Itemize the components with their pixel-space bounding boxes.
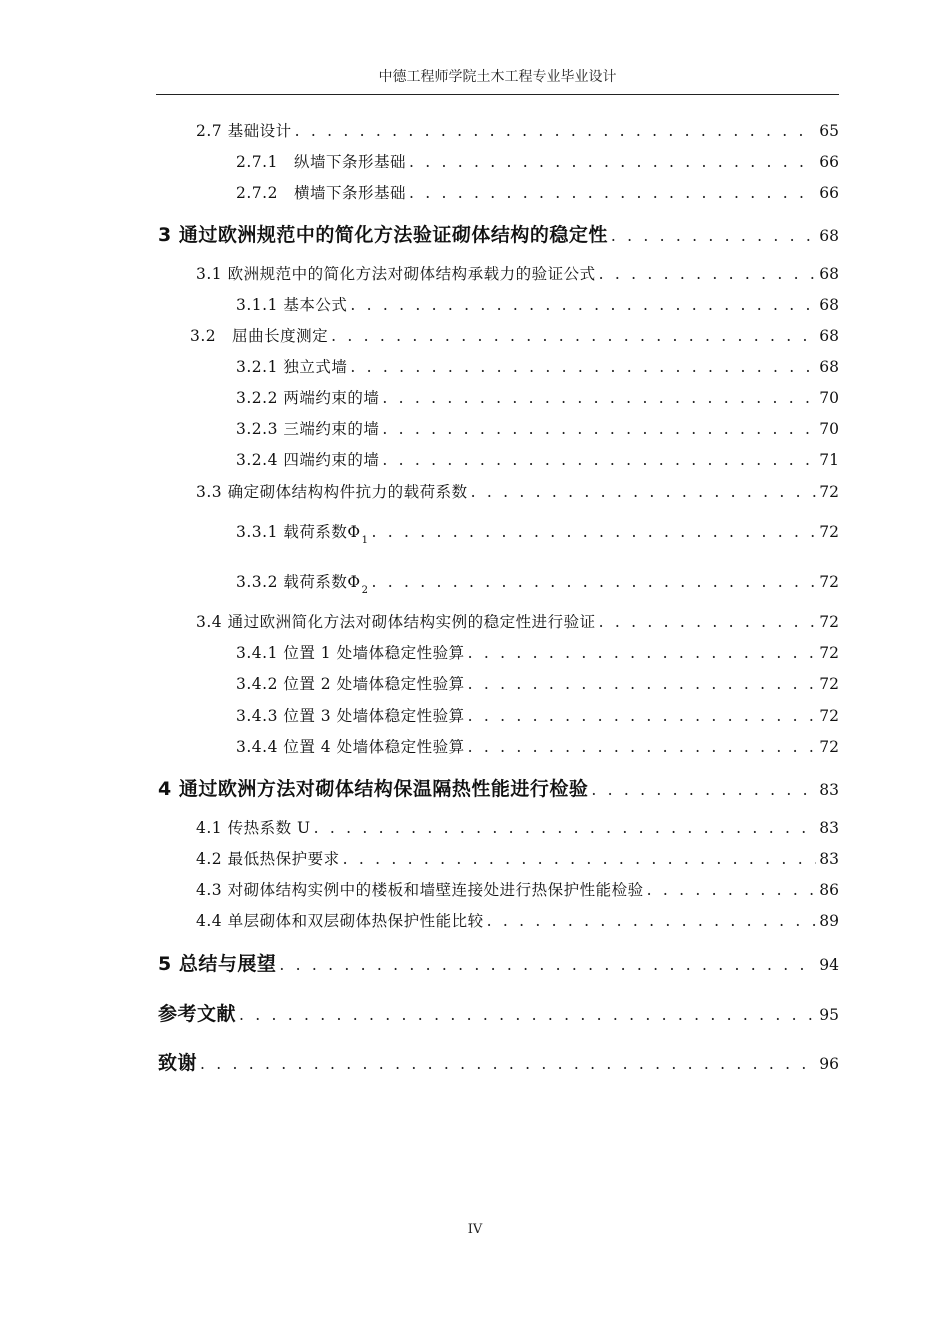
toc-acknowledgements[interactable]	[158, 1048, 839, 1075]
toc-entry-title: 5 总结与展望	[158, 953, 277, 975]
toc-entry-page: 72	[819, 523, 839, 541]
toc-leader-dots	[314, 819, 817, 837]
toc-entry-3-1-1[interactable]	[236, 293, 839, 315]
toc-entry-title: 3.2.4 四端约束的墙	[236, 451, 380, 469]
subscript: 1	[361, 535, 369, 546]
toc-leader-dots	[350, 358, 816, 376]
toc-entry-page: 68	[819, 327, 839, 345]
toc-entry-page: 65	[819, 122, 839, 140]
toc-entry-page: 72	[819, 644, 839, 662]
toc-entry-title: 3.2 屈曲长度测定	[190, 327, 329, 345]
toc-entry-4-3[interactable]	[196, 878, 839, 900]
toc-leader-dots	[471, 483, 817, 501]
toc-leader-dots	[382, 389, 816, 407]
toc-entry-3-4-3[interactable]	[236, 704, 839, 726]
toc-entry-3-2-1[interactable]	[236, 355, 839, 377]
toc-entry-page: 66	[819, 153, 839, 171]
toc-entry-page: 94	[819, 956, 839, 974]
toc-leader-dots	[343, 850, 817, 868]
toc-entry-3-4-1[interactable]	[236, 641, 839, 663]
toc-references[interactable]	[158, 999, 839, 1026]
toc-leader-dots	[279, 956, 816, 974]
toc-entry-page: 71	[819, 451, 839, 469]
toc-entry-page: 96	[819, 1055, 839, 1073]
toc-entry-title: 2.7 基础设计	[196, 122, 292, 140]
toc-leader-dots	[239, 1006, 816, 1024]
toc-leader-dots	[599, 265, 817, 283]
toc-leader-dots	[487, 912, 817, 930]
subscript: 2	[361, 585, 369, 596]
toc-leader-dots	[599, 613, 817, 631]
toc-entry-title: 4.3 对砌体结构实例中的楼板和墙壁连接处进行热保护性能检验	[196, 881, 644, 899]
toc-entry-title: 3 通过欧洲规范中的简化方法验证砌体结构的稳定性	[158, 224, 608, 246]
toc-entry-4-4[interactable]	[196, 909, 839, 931]
toc-entry-title: 3.1 欧洲规范中的简化方法对砌体结构承载力的验证公式	[196, 265, 596, 283]
toc-leader-dots	[371, 523, 816, 541]
toc-entry-page: 66	[819, 184, 839, 202]
page-number: IV	[467, 1222, 483, 1237]
toc-leader-dots	[382, 451, 816, 469]
toc-entry-page: 68	[819, 358, 839, 376]
toc-leader-dots	[611, 227, 816, 245]
toc-entry-3-4[interactable]	[196, 610, 839, 632]
toc-entry-3-2-2[interactable]	[236, 386, 839, 408]
toc-entry-title: 4 通过欧洲方法对砌体结构保温隔热性能进行检验	[158, 778, 589, 800]
toc-leader-dots	[331, 327, 816, 345]
toc-entry-title: 3.2.3 三端约束的墙	[236, 420, 380, 438]
toc-entry-page: 70	[819, 389, 839, 407]
toc-entry-page: 72	[819, 738, 839, 756]
toc-entry-page: 68	[819, 227, 839, 245]
toc-entry-page: 72	[819, 483, 839, 501]
toc-leader-dots	[200, 1055, 816, 1073]
toc-entry-3-3-2[interactable]	[236, 570, 839, 596]
toc-entry-title-text: 3.3.1 载荷系数Φ	[236, 523, 361, 541]
toc-entry-page: 72	[819, 573, 839, 591]
toc-entry-page: 72	[819, 707, 839, 725]
toc-leader-dots	[295, 122, 817, 140]
toc-entry-title: 3.4.1 位置 1 处墙体稳定性验算	[236, 644, 465, 662]
toc-entry-title: 致谢	[158, 1052, 198, 1074]
toc-leader-dots	[647, 881, 817, 899]
toc-chapter-5[interactable]	[158, 949, 839, 976]
toc-leader-dots	[409, 184, 816, 202]
toc-entry-title: 3.2.2 两端约束的墙	[236, 389, 380, 407]
toc-entry-title: 3.4.2 位置 2 处墙体稳定性验算	[236, 675, 465, 693]
toc-leader-dots	[468, 707, 817, 725]
toc-entry-3-3[interactable]	[196, 480, 839, 502]
toc-leader-dots	[350, 296, 816, 314]
toc-entry-title-text: 3.3.2 载荷系数Φ	[236, 573, 361, 591]
toc-leader-dots	[468, 644, 817, 662]
toc-entry-3-4-2[interactable]	[236, 672, 839, 694]
toc-entry-title: 3.4.4 位置 4 处墙体稳定性验算	[236, 738, 465, 756]
toc-leader-dots	[591, 781, 816, 799]
toc-entry-3-3-1[interactable]	[236, 520, 839, 546]
toc-entry-title	[236, 570, 368, 596]
toc-entry-title: 参考文献	[158, 1003, 237, 1025]
toc-entry-page: 83	[819, 819, 839, 837]
toc-entry-4-2[interactable]	[196, 847, 839, 869]
toc-entry-title	[236, 520, 368, 546]
toc-entry-page: 72	[819, 675, 839, 693]
toc-leader-dots	[382, 420, 816, 438]
toc-entry-page: 72	[819, 613, 839, 631]
toc-entry-page: 89	[819, 912, 839, 930]
toc-entry-page: 83	[819, 781, 839, 799]
toc-entry-2-7-2[interactable]	[236, 181, 839, 203]
toc-entry-2-7-1[interactable]	[236, 150, 839, 172]
toc-entry-3-2-3[interactable]	[236, 417, 839, 439]
toc-entry-3-4-4[interactable]	[236, 735, 839, 757]
toc-entry-title: 3.3 确定砌体结构构件抗力的载荷系数	[196, 483, 468, 501]
toc-entry-page: 68	[819, 265, 839, 283]
toc-entry-3-2[interactable]	[190, 324, 839, 346]
toc-entry-3-1[interactable]	[196, 262, 839, 284]
toc-entry-title: 4.4 单层砌体和双层砌体热保护性能比较	[196, 912, 484, 930]
toc-entry-page: 70	[819, 420, 839, 438]
toc-entry-2-7[interactable]	[196, 119, 839, 141]
toc-entry-title: 2.7.2 横墙下条形基础	[236, 184, 406, 202]
toc-entry-page: 68	[819, 296, 839, 314]
toc-entry-page: 95	[819, 1006, 839, 1024]
toc-leader-dots	[468, 738, 817, 756]
toc-entry-title: 3.4.3 位置 3 处墙体稳定性验算	[236, 707, 465, 725]
toc-leader-dots	[409, 153, 816, 171]
toc-entry-page: 83	[819, 850, 839, 868]
toc-entry-title: 3.4 通过欧洲简化方法对砌体结构实例的稳定性进行验证	[196, 613, 596, 631]
toc-entry-title: 2.7.1 纵墙下条形基础	[236, 153, 406, 171]
toc-entry-title: 4.1 传热系数 U	[196, 819, 311, 837]
toc-entry-4-1[interactable]	[196, 816, 839, 838]
toc-entry-title: 4.2 最低热保护要求	[196, 850, 340, 868]
toc-entry-title: 3.1.1 基本公式	[236, 296, 348, 314]
toc-chapter-3[interactable]	[158, 220, 839, 247]
header-title: 中德工程师学院土木工程专业毕业设计	[378, 69, 617, 85]
toc-leader-dots	[468, 675, 817, 693]
toc-leader-dots	[371, 573, 816, 591]
toc-entry-page: 86	[819, 881, 839, 899]
toc-entry-title: 3.2.1 独立式墙	[236, 358, 348, 376]
toc-chapter-4[interactable]	[158, 774, 839, 801]
toc-entry-3-2-4[interactable]	[236, 448, 839, 470]
